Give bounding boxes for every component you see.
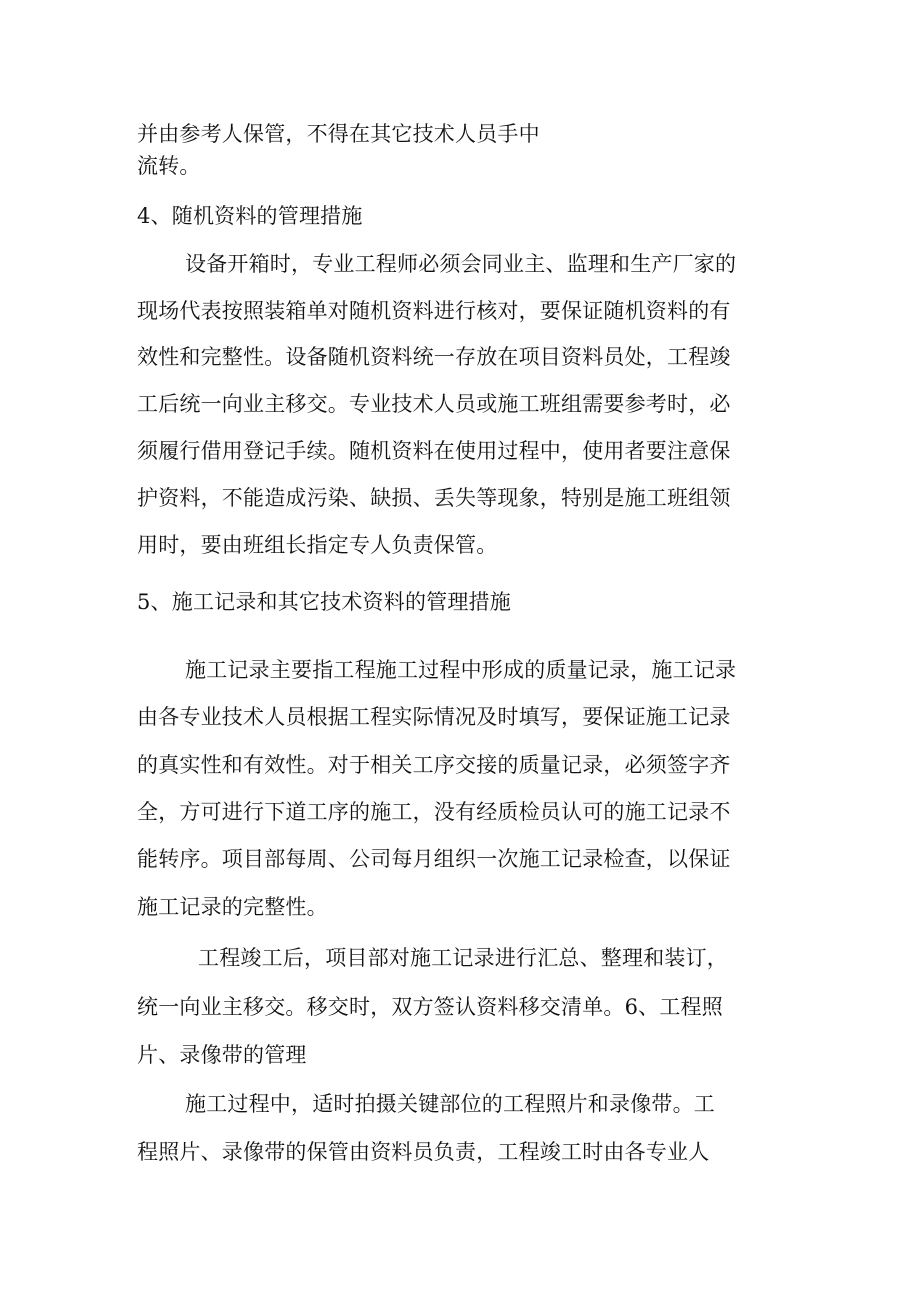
paragraph-line: 工程竣工后，项目部对施工记录进行汇总、整理和装订，	[198, 946, 728, 970]
section-heading: 4、随机资料的管理措施	[137, 204, 363, 228]
paragraph-line: 由各专业技术人员根据工程实际情况及时填写，要保证施工记录	[137, 705, 731, 729]
text-line: 并由参考人保管，不得在其它技术人员手中	[137, 122, 540, 146]
paragraph-line: 现场代表按照装箱单对随机资料进行核对，要保证随机资料的有	[137, 299, 731, 323]
paragraph-line: 护资料，不能造成污染、缺损、丢失等现象，特别是施工班组领	[137, 486, 731, 510]
paragraph-line: 施工记录主要指工程施工过程中形成的质量记录，施工记录	[185, 658, 737, 682]
paragraph-line: 能转序。项目部每周、公司每月组织一次施工记录检查，以保证	[137, 847, 731, 871]
paragraph-line: 施工记录的完整性。	[137, 895, 328, 919]
paragraph-line: 程照片、录像带的保管由资料员负责，工程竣工时由各专业人	[137, 1140, 710, 1164]
paragraph-line: 施工过程中，适时拍摄关键部位的工程照片和录像带。工	[185, 1092, 715, 1116]
paragraph-line: 设备开箱时，专业工程师必须会同业主、监理和生产厂家的	[185, 252, 737, 276]
paragraph-line: 的真实性和有效性。对于相关工序交接的质量记录，必须签字齐	[137, 753, 731, 777]
section-heading: 5、施工记录和其它技术资料的管理措施	[137, 590, 511, 614]
paragraph-line: 用时，要由班组长指定专人负责保管。	[137, 533, 498, 557]
paragraph-line: 效性和完整性。设备随机资料统一存放在项目资料员处，工程竣	[137, 345, 731, 369]
paragraph-line: 片、录像带的管理	[137, 1043, 307, 1067]
paragraph-line: 统一向业主移交。移交时，双方签认资料移交清单。6、工程照	[137, 995, 723, 1019]
paragraph-line: 工后统一向业主移交。专业技术人员或施工班组需要参考时，必	[137, 392, 731, 416]
paragraph-line: 全，方可进行下道工序的施工，没有经质检员认可的施工记录不	[137, 800, 731, 824]
text-line: 流转。	[137, 154, 201, 178]
paragraph-line: 须履行借用登记手续。随机资料在使用过程中，使用者要注意保	[137, 439, 731, 463]
